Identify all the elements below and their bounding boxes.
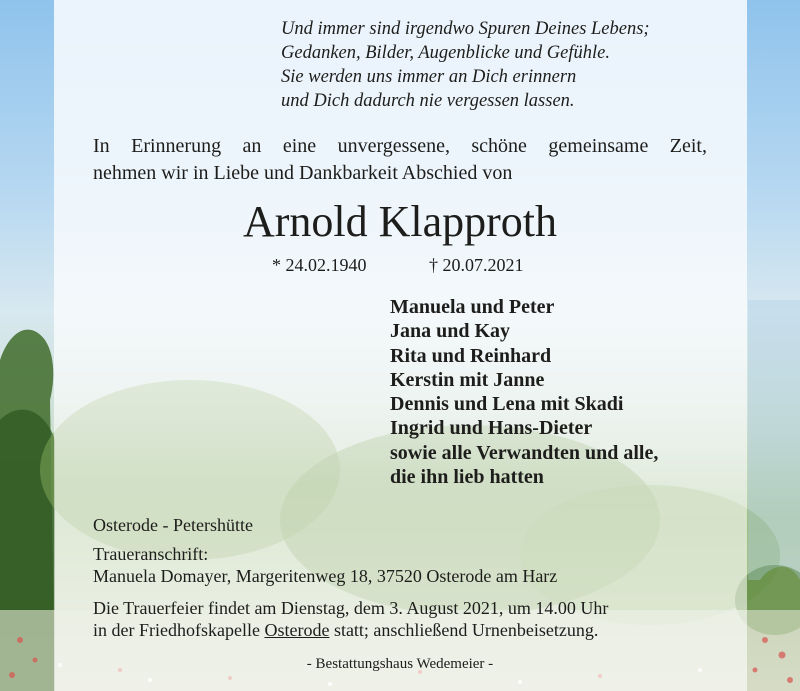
ceremony-line: Die Trauerfeier findet am Dienstag, dem 3. August 2021, um 14.00 Uhr — [93, 598, 609, 618]
intro-line: nehmen wir in Liebe und Dankbarkeit Abschied von — [93, 162, 513, 184]
birth-date: * 24.02.1940 — [272, 255, 367, 275]
mourner-entry: Rita und Reinhard — [390, 344, 552, 367]
ceremony-text: in der Friedhofskapelle — [93, 620, 265, 640]
funeral-ceremony-info — [93, 597, 608, 641]
place-of-residence: Osterode - Petershütte — [93, 515, 253, 535]
ceremony-text: statt; anschließend Urnenbeisetzung. — [329, 620, 599, 640]
poem-line: Und immer sind irgendwo Spuren Deines Lebens; — [281, 19, 650, 39]
mourner-entry: Manuela und Peter — [390, 296, 555, 318]
deceased-name: Arnold Klapproth — [242, 197, 558, 246]
address-label: Traueranschrift: — [93, 544, 209, 564]
intro-text — [93, 133, 707, 187]
mourner-entry: sowie alle Verwandten und alle, — [390, 441, 659, 464]
death-date: † 20.07.2021 — [429, 255, 524, 275]
chapel-location-link[interactable]: Osterode — [264, 620, 330, 640]
mourner-entry: die ihn lieb hatten — [390, 466, 544, 489]
mourner-entry: Kerstin mit Janne — [390, 368, 545, 391]
poem-line: Sie werden uns immer an Dich erinnern — [281, 67, 577, 87]
poem-line: und Dich dadurch nie vergessen lassen. — [281, 91, 575, 111]
ceremony-line — [93, 619, 608, 641]
mourner-entry: Jana und Kay — [390, 320, 511, 343]
address-line: Manuela Domayer, Margeritenweg 18, 37520 Osterode am Harz — [93, 566, 558, 586]
mourner-entry: Dennis und Lena mit Skadi — [390, 393, 624, 416]
funeral-home: - Bestattungshaus Wedemeier - — [306, 656, 494, 672]
poem-line: Gedanken, Bilder, Augenblicke und Gefühle. — [281, 43, 610, 63]
poem — [281, 17, 721, 113]
mourner-entry: Ingrid und Hans-Dieter — [390, 417, 593, 440]
mourning-address — [93, 543, 557, 587]
intro-line: In Erinnerung an eine unvergessene, schöne gemeinsame Zeit, — [93, 135, 707, 157]
mourners-list — [390, 295, 750, 489]
